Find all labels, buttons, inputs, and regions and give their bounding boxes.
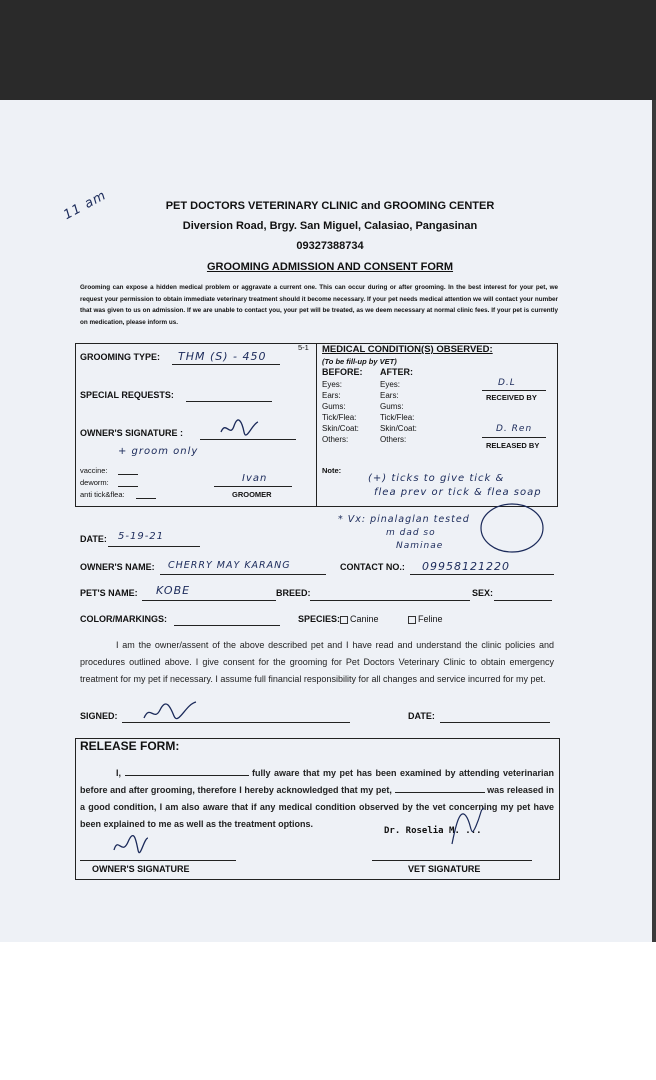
note-line-3: * Vx: pinalaglan tested [338,514,470,525]
deworm-line[interactable] [118,486,138,487]
owner-signature-scribble [218,418,260,440]
feline-checkbox[interactable] [408,616,416,624]
color-markings-label: COLOR/MARKINGS: [80,614,167,624]
note-line-1: (+) ticks to give tick & [368,473,505,484]
release-title: RELEASE FORM: [80,739,180,753]
note-label: Note: [322,466,342,475]
vet-signature-line[interactable] [372,860,532,861]
scan-top-background [0,0,656,100]
release-text-1: I, [116,768,125,778]
groomer-line[interactable] [214,486,292,487]
owner-signature-label: OWNER'S SIGNATURE : [80,428,183,438]
consent-form-page [0,100,652,942]
date-value: 5-19-21 [118,531,165,542]
date-line[interactable] [108,546,200,547]
vet-name-stamp: Dr. Roselia M. ... [384,826,482,836]
groomer-name: Ivan [242,473,268,484]
sex-label: SEX: [472,588,494,598]
date-label: DATE: [80,534,107,544]
after-item: Others: [380,435,407,444]
after-item: Tick/Flea: [380,413,415,422]
consent-paragraph: I am the owner/assent of the above described pet and I have read and understand the clinic policies and procedures outlined above. I give consent for the grooming for Pet Doctors Veterinary Clinic to obtain emergency treatment for my pet if necessary. I assume full financial responsibility for all changes and service incurred for my pet. [80,640,554,684]
owner-name-value: CHERRY MAY KARANG [168,560,291,571]
canine-checkbox[interactable] [340,616,348,624]
groom-note: + groom only [118,446,199,457]
breed-line[interactable] [310,600,470,601]
after-item: Eyes: [380,380,401,389]
release-owner-signature-label: OWNER'S SIGNATURE [92,864,190,874]
after-list [380,379,417,445]
species-label [298,614,379,624]
release-owner-signature-scribble [110,834,150,858]
vet-signature-label: VET SIGNATURE [408,864,481,874]
groomer-label: GROOMER [232,490,272,499]
pet-name-label: PET'S NAME: [80,588,138,598]
medical-subtitle: (To be fill-up by VET) [322,357,397,366]
time-note: 11 am [61,188,110,223]
before-item: Others: [322,435,349,444]
contact-value: 09958121220 [422,560,510,573]
medical-title: MEDICAL CONDITION(S) OBSERVED: [322,344,493,355]
special-requests-line[interactable] [186,401,272,402]
deworm-label: deworm: [80,478,109,487]
corner-mark: 5-1 [298,343,309,352]
after-label: AFTER: [380,367,413,377]
received-by-line[interactable] [482,390,546,391]
pet-name-value: KOBE [156,584,191,597]
note-line-4: m dad so [386,528,436,538]
clinic-address: Diversion Road, Brgy. San Miguel, Calasiao, Pangasinan [182,220,478,232]
feline-option [408,614,443,624]
grooming-info-box [75,343,317,507]
before-item: Skin/Coat: [322,424,359,433]
color-markings-line[interactable] [174,625,280,626]
breed-label: BREED: [276,588,311,598]
after-item: Skin/Coat: [380,424,417,433]
released-by-label: RELEASED BY [486,441,540,450]
release-text-3: was released in a good condition, I am also aware that if any medical condition observed by the vet concerning my pet have been explained to me as well as the treatment options. [80,785,554,829]
scan-right-edge [652,100,656,942]
form-title: GROOMING ADMISSION AND CONSENT FORM [206,261,454,273]
owner-name-label: OWNER'S NAME: [80,562,155,572]
pet-name-line[interactable] [142,600,276,601]
grooming-type-line [172,364,280,365]
grooming-type-value[interactable]: THM (S) - 450 [178,350,267,363]
before-item: Gums: [322,402,346,411]
before-list [322,379,359,445]
received-by-label: RECEIVED BY [486,393,537,402]
intro-paragraph: Grooming can expose a hidden medical problem or aggravate a current one. This can occur during or after grooming. In the best interest for your pet, we request your permission to obtain immediate veterinary treatment should it become necessary. If your pet needs medical attention we will contact your number that was given to us on admission. If we are unable to contact you, your pet will be treated, as we deem necessary at normal clinic fees. If your pet is currently on medication, please inform us. [80,284,558,326]
vet-signature-scribble [446,804,486,848]
feline-label: Feline [418,614,443,624]
release-owner-signature-line[interactable] [80,860,236,861]
signed-date-line[interactable] [440,722,550,723]
before-item: Eyes: [322,380,343,389]
after-item: Gums: [380,402,404,411]
clinic-phone: 09327388734 [296,240,364,252]
sex-line[interactable] [494,600,552,601]
special-requests-label: SPECIAL REQUESTS: [80,390,174,400]
received-by-value: D.L [498,378,516,388]
before-item: Tick/Flea: [322,413,357,422]
signed-date-label: DATE: [408,711,435,721]
after-item: Ears: [380,391,399,400]
note-line-2: flea prev or tick & flea soap [374,487,542,498]
release-text-2: fully aware that my pet has been examined by attending veterinarian before and after grooming, therefore I hereby acknowledged that my pet, [80,768,554,795]
clinic-name: PET DOCTORS VETERINARY CLINIC and GROOMING CENTER [165,200,495,212]
canine-label: Canine [350,614,379,624]
contact-label: CONTACT NO.: [340,562,405,572]
released-by-line[interactable] [482,437,546,438]
before-item: Ears: [322,391,341,400]
signed-label: SIGNED: [80,711,118,721]
owner-name-line[interactable] [160,574,326,575]
species-label-text: SPECIES: [298,614,341,624]
note-line-5: Naminae [396,541,444,551]
tick-flea-label: anti tick&flea: [80,490,125,499]
release-pet-name-line[interactable] [395,783,485,793]
before-label: BEFORE: [322,367,363,377]
vaccine-line[interactable] [118,474,138,475]
vaccine-label: vaccine: [80,466,108,475]
release-owner-name-line[interactable] [125,766,249,776]
grooming-type-label: GROOMING TYPE: [80,352,161,362]
consent-signature-scribble [140,700,200,726]
contact-line[interactable] [410,574,554,575]
circled-note-mark [478,500,548,556]
tick-flea-line[interactable] [136,498,156,499]
released-by-value: D. Ren [496,424,533,434]
